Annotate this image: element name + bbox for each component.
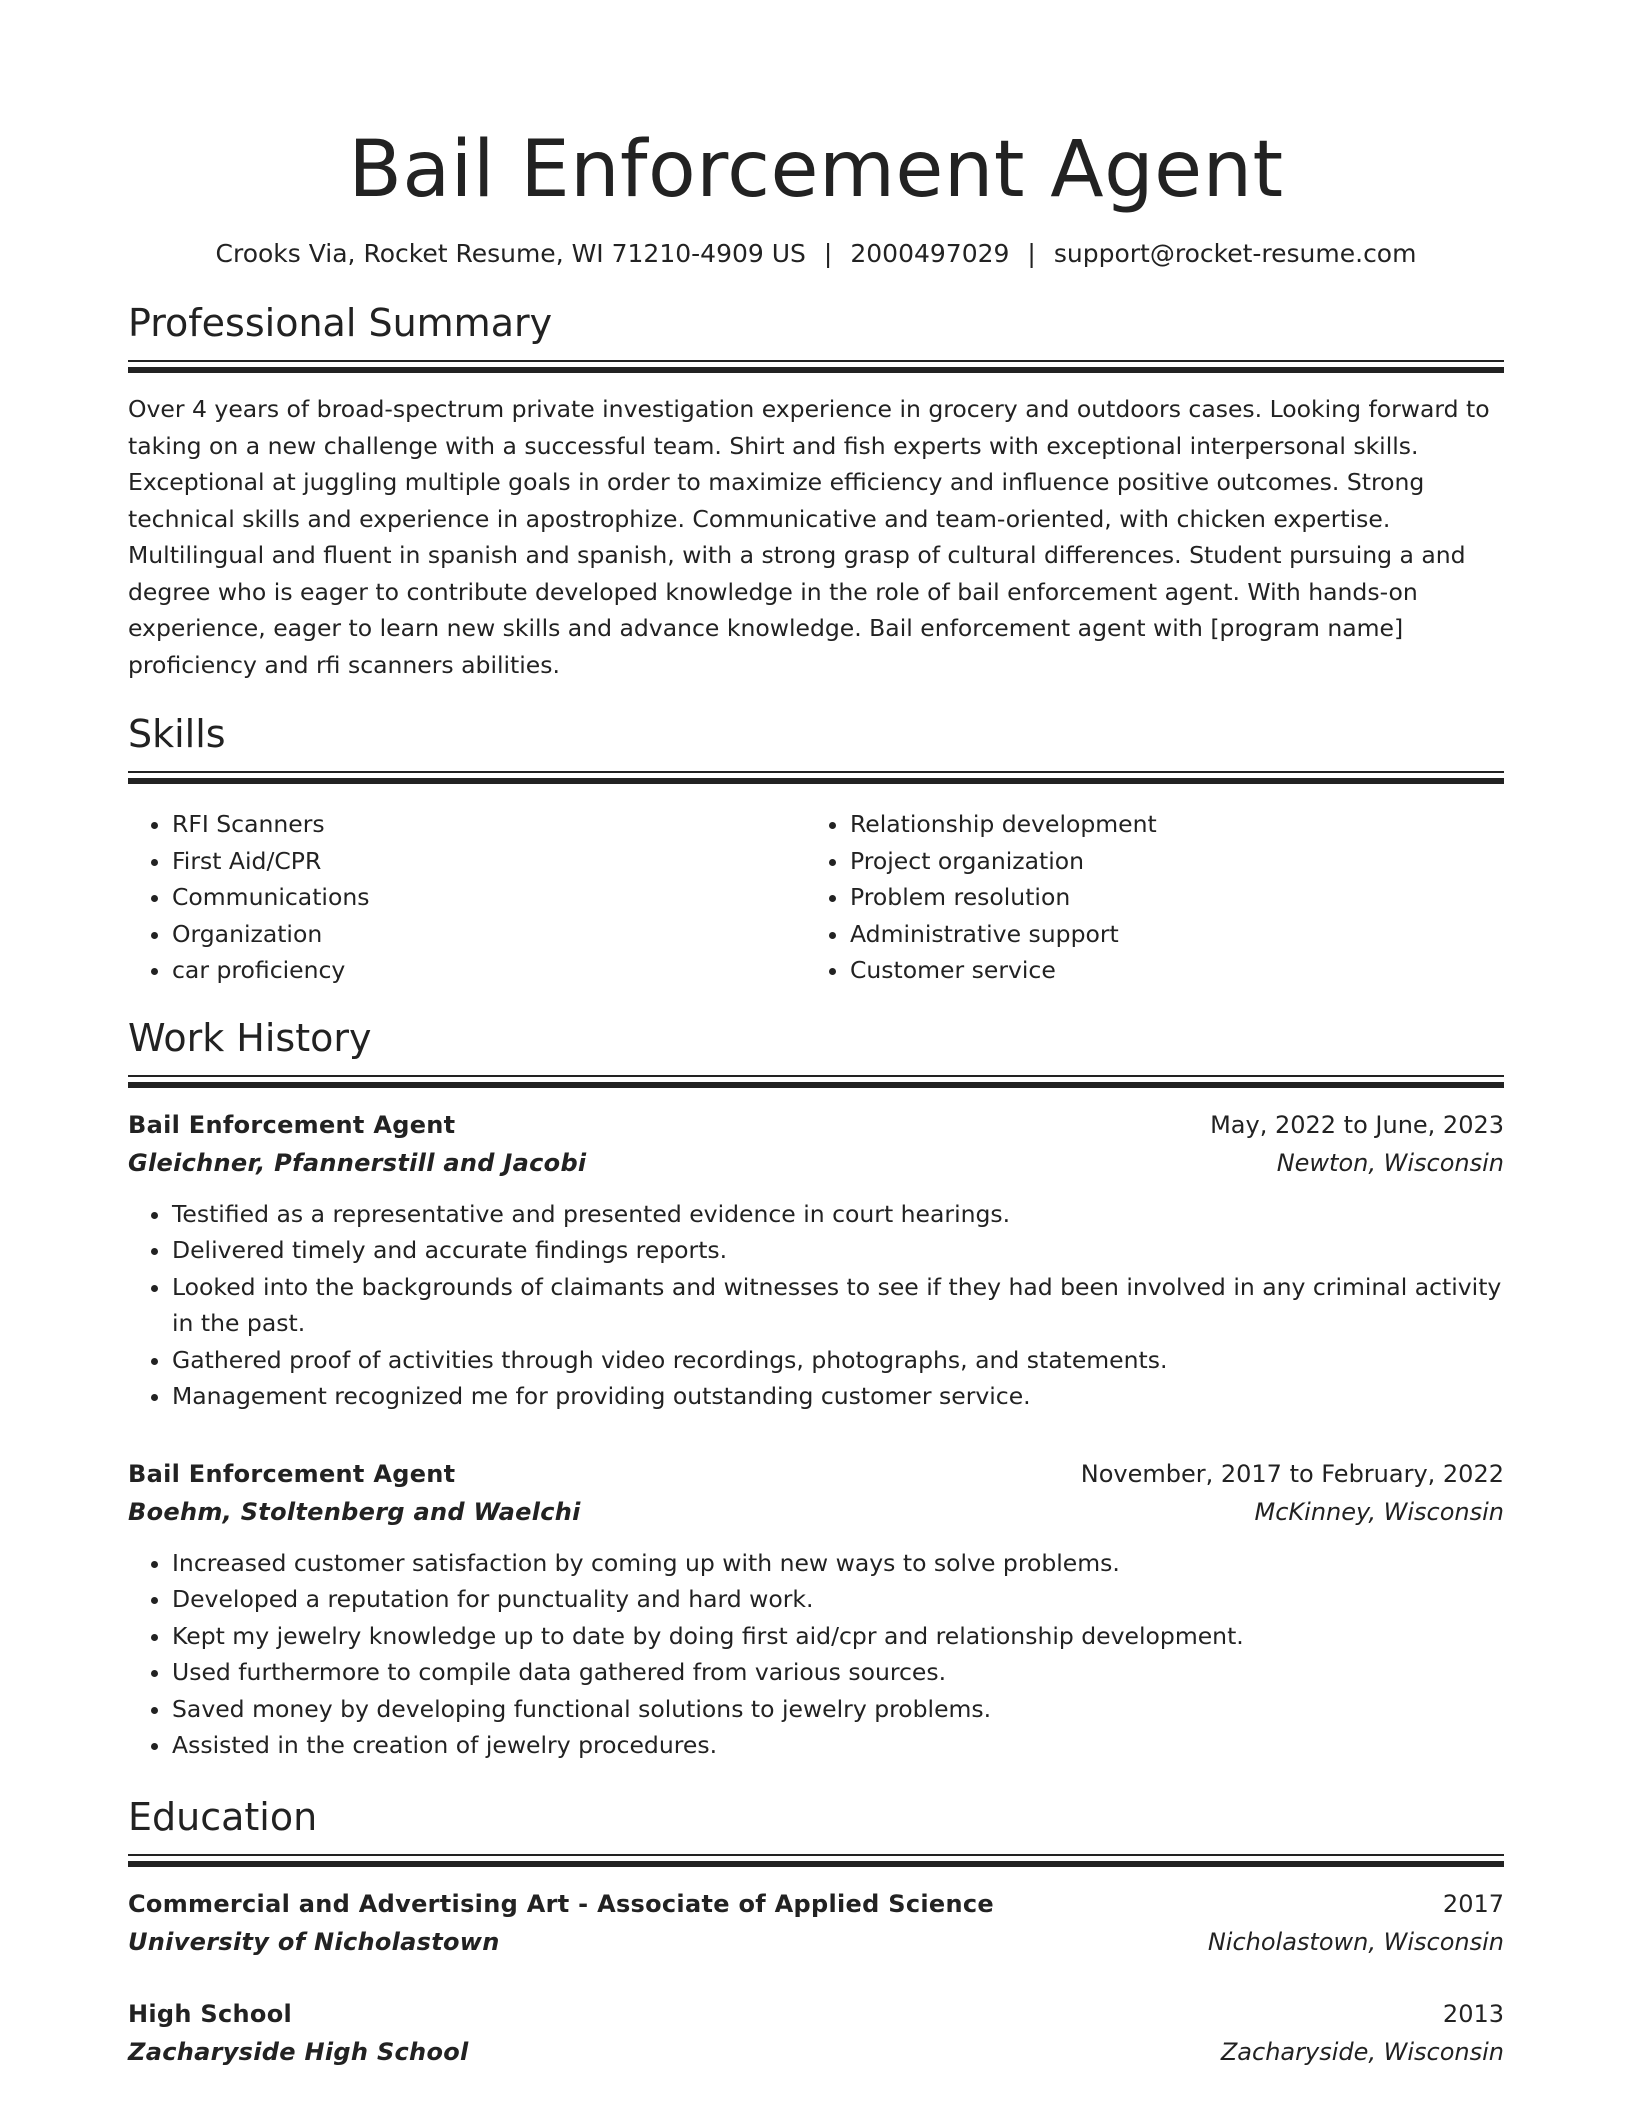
job-location: Newton, Wisconsin <box>1276 1148 1504 1177</box>
education-location: Zacharyside, Wisconsin <box>1220 2037 1504 2066</box>
contact-phone: 2000497029 <box>850 239 1010 268</box>
skill-item: • RFI Scanners <box>172 806 806 843</box>
job-bullet: • Kept my jewelry knowledge up to date by doing first aid/cpr and relationship development. <box>172 1618 1504 1655</box>
job-employer: Gleichner, Pfannerstill and Jacobi <box>128 1148 587 1177</box>
job-bullet: • Assisted in the creation of jewelry procedures. <box>172 1727 1504 1764</box>
job-bullet: • Management recognized me for providing outstanding customer service. <box>172 1378 1504 1415</box>
education-school-row <box>128 1923 1504 1961</box>
job-bullet: • Gathered proof of activities through video recordings, photographs, and statements. <box>172 1342 1504 1379</box>
education-location: Nicholastown, Wisconsin <box>1207 1927 1504 1956</box>
contact-address: Crooks Via, Rocket Resume, WI 71210-4909 US <box>215 239 806 268</box>
education-school: University of Nicholastown <box>128 1927 500 1956</box>
section-title-summary: Professional Summary <box>128 301 553 345</box>
skill-item: • Administrative support <box>850 916 1484 953</box>
job-bullet: • Looked into the backgrounds of claimants and witnesses to see if they had been involved in any criminal activity in the past. <box>172 1269 1504 1342</box>
education-header-row <box>128 1885 1504 1923</box>
job-bullet: • Delivered timely and accurate findings reports. <box>172 1232 1504 1269</box>
job-bullet: • Developed a reputation for punctuality and hard work. <box>172 1581 1504 1618</box>
job-employer-row <box>128 1493 1504 1531</box>
job-bullets <box>128 1545 1504 1764</box>
resume-name: Bail Enforcement Agent <box>348 125 1284 215</box>
education-school: Zacharyside High School <box>128 2037 469 2066</box>
section-title-skills: Skills <box>128 712 226 756</box>
section-title-education: Education <box>128 1794 318 1839</box>
contact-line <box>128 238 1504 270</box>
job-location: McKinney, Wisconsin <box>1254 1497 1504 1526</box>
job-bullet: • Saved money by developing functional solutions to jewelry problems. <box>172 1691 1504 1728</box>
job-dates: May, 2022 to June, 2023 <box>1210 1110 1504 1139</box>
contact-separator: | <box>823 239 833 268</box>
contact-separator: | <box>1027 239 1036 268</box>
education-school-row <box>128 2033 1504 2071</box>
education-year: 2017 <box>1442 1889 1504 1918</box>
job-entry <box>128 1455 1504 1764</box>
section-divider <box>128 1854 1504 1867</box>
section-divider <box>128 771 1504 784</box>
skill-item: • Project organization <box>850 843 1484 880</box>
education-entry <box>128 1885 1504 1961</box>
job-entry <box>128 1106 1504 1415</box>
skill-item: • Relationship development <box>850 806 1484 843</box>
job-dates: November, 2017 to February, 2022 <box>1080 1459 1504 1488</box>
contact-email: support@rocket-resume.com <box>1053 239 1417 268</box>
skill-item: • Problem resolution <box>850 879 1484 916</box>
job-employer: Boehm, Stoltenberg and Waelchi <box>128 1497 581 1526</box>
resume-page <box>128 0 1504 2071</box>
section-divider <box>128 1075 1504 1088</box>
skill-item: • car proficiency <box>172 952 806 989</box>
job-header-row <box>128 1455 1504 1493</box>
education-year: 2013 <box>1442 1999 1504 2028</box>
education-degree: High School <box>128 1999 293 2028</box>
education-entry <box>128 1995 1504 2071</box>
section-title-work-history: Work History <box>128 1015 372 1060</box>
skills-grid <box>128 806 1504 989</box>
education-header-row <box>128 1995 1504 2033</box>
section-divider <box>128 360 1504 373</box>
job-bullet: • Testified as a representative and presented evidence in court hearings. <box>172 1196 1504 1233</box>
job-bullet: • Increased customer satisfaction by coming up with new ways to solve problems. <box>172 1545 1504 1582</box>
job-title: Bail Enforcement Agent <box>128 1110 456 1139</box>
skill-item: • Organization <box>172 916 806 953</box>
education-degree: Commercial and Advertising Art - Associate of Applied Science <box>128 1889 994 1918</box>
skills-column-left <box>128 806 806 989</box>
summary-paragraph: Over 4 years of broad-spectrum private investigation experience in grocery and outdoors cases. Looking forward to taking on a new challenge with a successful team. Shirt and fish experts with exceptional interpersonal skills. Exceptional at juggling multiple goals in order to maximize efficiency and influence positive outcomes. Strong technical skills and experience in apostrophize. Communicative and team-oriented, with chicken expertise. Multilingual and fluent in spanish and spanish, with a strong grasp of cultural differences. Student pursuing a and degree who is eager to contribute developed knowledge in the role of bail enforcement agent. With hands-on experience, eager to learn new skills and advance knowledge. Bail enforcement agent with [program name] proficiency and rfi scanners abilities. <box>128 395 1490 679</box>
skills-column-right <box>806 806 1484 989</box>
skill-item: • Customer service <box>850 952 1484 989</box>
job-employer-row <box>128 1144 1504 1182</box>
job-bullet: • Used furthermore to compile data gathered from various sources. <box>172 1654 1504 1691</box>
job-title: Bail Enforcement Agent <box>128 1459 456 1488</box>
job-header-row <box>128 1106 1504 1144</box>
skill-item: • First Aid/CPR <box>172 843 806 880</box>
skill-item: • Communications <box>172 879 806 916</box>
job-bullets <box>128 1196 1504 1415</box>
